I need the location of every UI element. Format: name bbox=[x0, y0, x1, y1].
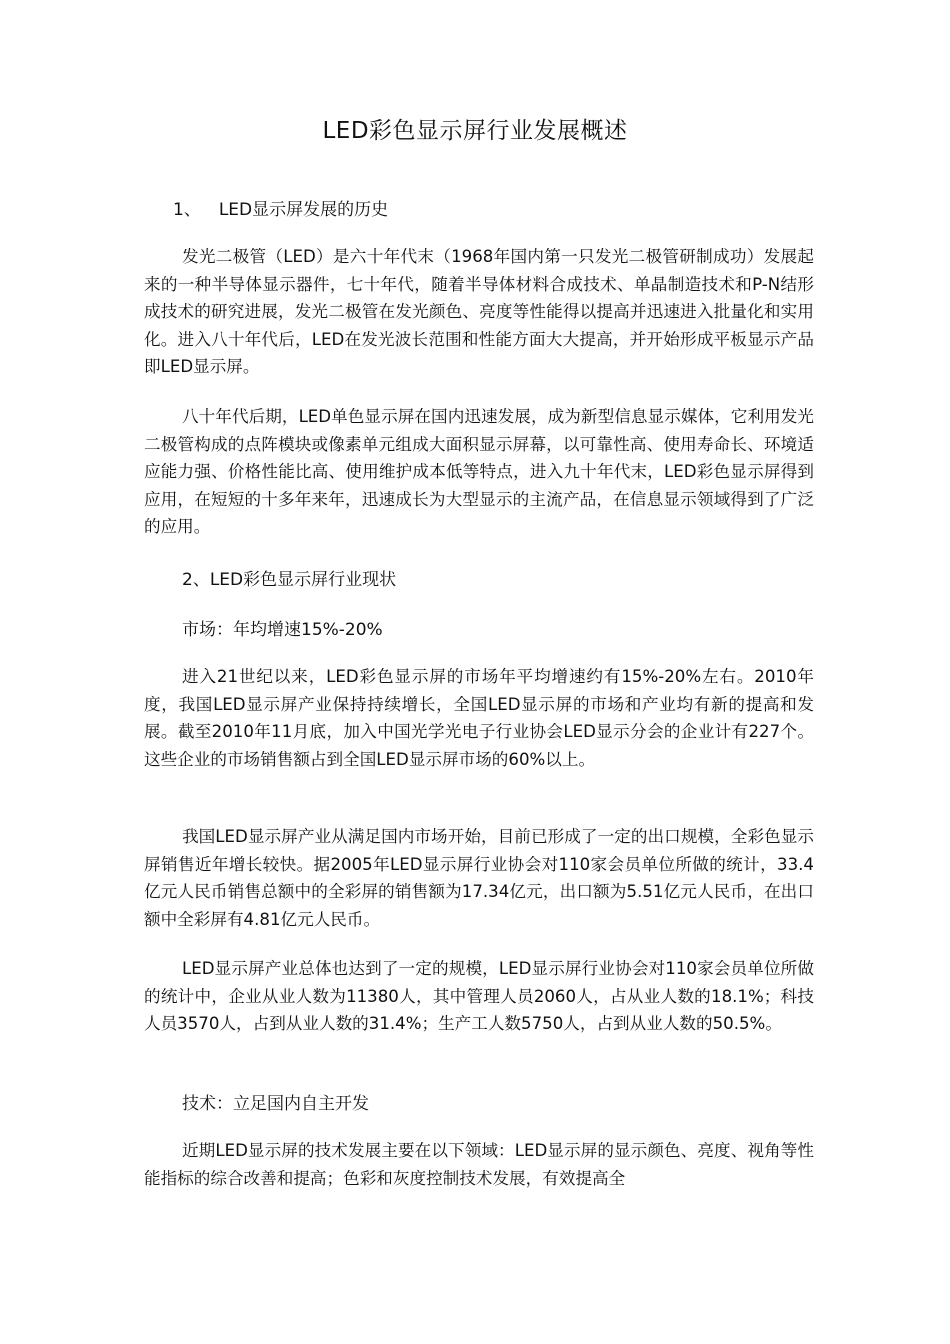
paragraph-tech-development: 近期LED显示屏的技术发展主要在以下领域：LED显示屏的显示颜色、亮度、视角等性能指标的综合改善和提高；色彩和灰度控制技术发展，有效提高全 bbox=[144, 1141, 814, 1188]
paragraph-led-eighties: 八十年代后期，LED单色显示屏在国内迅速发展，成为新型信息显示媒体，它利用发光二极管构成的点阵模块或像素单元组成大面积显示屏幕，以可靠性高、使用寿命长、环境适应能力强、价格性能比高、使用维护成本低等特点，进入九十年代末，LED彩色显示屏得到应用，在短短的十多年来年，迅速成长为大型显示的主流产品，在信息显示领域得到了广泛的应用。 bbox=[144, 407, 814, 537]
market-subheading: 市场：年均增速15%-20% bbox=[182, 620, 383, 640]
paragraph-industry-scale: LED显示屏产业总体也达到了一定的规模，LED显示屏行业协会对110家会员单位所做的统计中，企业从业人数为11380人，其中管理人员2060人，占从业人数的18.1%；科技人员3570人，占到从业人数的31.4%；生产工人数5750人，占到从业人数的50.5%。 bbox=[144, 959, 814, 1034]
section-2-heading: 2、LED彩色显示屏行业现状 bbox=[182, 570, 397, 590]
paragraph-export-sales: 我国LED显示屏产业从满足国内市场开始，目前已形成了一定的出口规模，全彩色显示屏销售近年增长较快。据2005年LED显示屏行业协会对110家会员单位所做的统计，33.4亿元人民币销售总额中的全彩屏的销售额为17.34亿元，出口额为5.51亿元人民币，在出口额中全彩屏有4.81亿元人民币。 bbox=[144, 827, 814, 929]
document-title: LED彩色显示屏行业发展概述 bbox=[322, 118, 628, 144]
tech-subheading: 技术：立足国内自主开发 bbox=[182, 1094, 369, 1114]
section-1-number: 1、 bbox=[173, 200, 201, 220]
section-1-title: LED显示屏发展的历史 bbox=[218, 200, 389, 220]
section-1-heading bbox=[173, 198, 388, 222]
paragraph-market-growth: 进入21世纪以来，LED彩色显示屏的市场年平均增速约有15%-20%左右。2010年度，我国LED显示屏产业保持持续增长，全国LED显示屏的市场和产业均有新的提高和发展。截至2010年11月底，加入中国光学光电子行业协会LED显示分会的企业计有227个。这些企业的市场销售额占到全国LED显示屏市场的60%以上。 bbox=[144, 667, 814, 769]
paragraph-led-history: 发光二极管（LED）是六十年代末（1968年国内第一只发光二极管研制成功）发展起来的一种半导体显示器件，七十年代，随着半导体材料合成技术、单晶制造技术和P-N结形成技术的研究进展，发光二极管在发光颜色、亮度等性能得以提高并迅速进入批量化和实用化。进入八十年代后，LED在发光波长范围和性能方面大大提高，并开始形成平板显示产品即LED显示屏。 bbox=[144, 247, 814, 377]
